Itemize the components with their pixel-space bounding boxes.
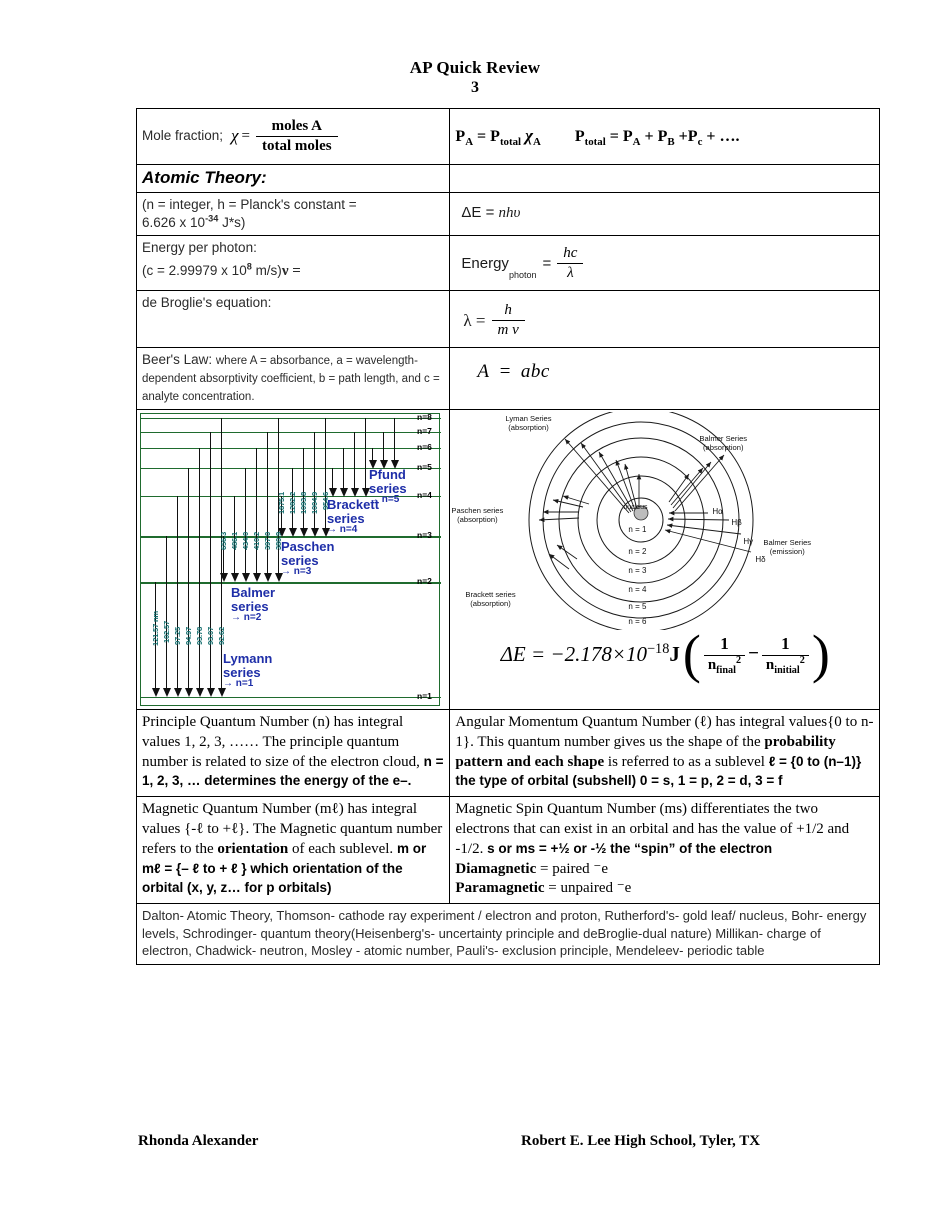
brackett-absorption-label [465,590,515,608]
balmer-wavelength-3: 434.0 [241,532,250,551]
balmer-wavelength-1: 656.3 [219,532,228,551]
rydberg-num-1: 1 [720,634,729,654]
energy-photon-line1: Energy per photon: [142,240,257,256]
table-row-energy-photon [137,236,880,291]
cell-grotrian-diagram [137,410,450,710]
angular-quantum-text [455,713,874,792]
brackett-arrow-1 [332,468,333,489]
level-label-n6: n=6 [417,442,432,453]
spin-quantum-text [455,800,874,899]
lyman-wavelength-7: 92.62 [217,627,226,646]
planck-constant-value: 6.626 x 10 [142,214,206,230]
review-table [136,108,880,965]
level-label-n1: n=1 [417,691,432,702]
paramagnetic-line [455,879,874,899]
de-broglie-equation [455,294,874,343]
n-final-sub: final [716,665,736,677]
balmer-series-label: Balmer series → n=2 [231,585,276,624]
lyman-arrow-4 [188,468,189,689]
shell-label-n6: n = 6 [628,617,647,627]
table-row-diagrams [137,410,880,710]
level-line-n7 [141,432,441,433]
lyman-wavelength-1: 121.57 nm [151,611,160,647]
brackett-absorption-line1: Brackett series [465,590,516,600]
footer-author: Rhonda Alexander [138,1133,259,1149]
planck-line1: (n = integer, h = Planck's constant = [142,197,357,212]
speed-of-light-exponent: 8 [246,261,252,272]
lambda-denominator: λ [557,263,583,282]
level-line-n6 [141,448,441,449]
h-numerator: h [504,302,512,319]
level-line-n8 [141,418,441,419]
paramagnetic-definition: = unpaired ⁻e [544,880,632,897]
cell-bohr-diagram [450,410,880,710]
mole-fraction-fraction [256,118,338,155]
cell-de-broglie-equation [450,291,880,348]
rydberg-equation [453,623,877,684]
principal-bold: n = 1, 2, 3, … determines the energy of the e–. [142,753,444,789]
shell-label-n3: n = 3 [628,566,647,576]
lyman-wavelength-3: 97.25 [173,627,182,646]
balmer-emission-line1: Balmer Series [763,538,812,548]
paschen-series-name: Paschen [281,539,335,555]
shell-label-n4: n = 4 [628,585,647,595]
pfund-series-name: Pfund [369,467,406,483]
rydberg-term-initial [762,634,809,677]
lyman-wavelength-2: 102.57 [162,621,171,644]
cell-principal-quantum-number [137,710,450,797]
cell-scientists [137,904,880,965]
planck-equation: ΔE = nhυ [461,204,521,221]
atomic-theory-heading: Atomic Theory: [142,168,267,187]
diamagnetic-line [455,860,874,880]
magnetic-plain-1: Magnetic Quantum Number (mℓ) has integral values {-ℓ to +ℓ}. The Magnetic quantum number refers to the [142,801,443,857]
table-row-scientists [137,904,880,965]
h-beta-label: Hβ [731,518,742,528]
bohr-model-diagram [453,412,877,630]
magnetic-bold-sans: m or mℓ = {– ℓ to + ℓ } which orientation of the orbital (x, y, z… for p orbitals) [142,840,427,896]
rydberg-num-2: 1 [781,634,790,654]
n-final: n [707,657,717,674]
magnetic-plain-2: of each sublevel. [288,840,397,857]
mole-fraction-label: Mole fraction; [142,128,224,144]
planck-line2 [142,214,444,232]
balmer-absorption-line1: Balmer Series [699,434,748,444]
planck-exponent: -34 [205,213,219,224]
energy-level-diagram [140,413,440,706]
lyman-wavelength-4: 94.97 [184,627,193,646]
speed-of-light-units: m/s) [251,262,282,278]
n-initial: n [765,657,775,674]
cell-beers-law-equation [450,348,880,410]
h-gamma-label: Hγ [743,537,754,547]
paschen-wavelength-2: 1282.2 [288,492,297,515]
lyman-series-label: Lymann series → n=1 [223,651,273,690]
brackett-arrow-3 [354,432,355,489]
paschen-arrow-4 [314,432,315,529]
hc-over-lambda [557,245,583,282]
level-label-n5: n=5 [417,462,432,473]
paramagnetic-term: Paramagnetic [455,880,545,897]
partial-pressure-equation: $P_A = P_{total}$ $\chi_A$ $P_{total} = P_A + P_B +P_c$ + …. [455,126,740,149]
level-line-n2 [141,582,441,584]
rydberg-lhs [501,642,680,667]
brackett-series-target: → n=4 [327,524,358,536]
balmer-absorption-label [699,434,747,452]
h-delta-label: Hδ [755,555,766,565]
photon-subscript: photon [508,270,537,281]
left-paren: ( [682,623,701,684]
de-broglie-label: de Broglie's equation: [142,295,272,311]
speed-of-light-value: (c = 2.99979 x 10 [142,262,247,278]
chi-symbol: χ [231,126,239,145]
beers-law-text [142,351,444,405]
paschen-series-target: → n=3 [281,566,312,578]
cell-magnetic-quantum-number [137,797,450,904]
cell-dalton-law [450,109,880,165]
equals-sign: = [241,127,250,144]
planck-units: J*s) [218,214,246,230]
beers-law-lead: Beer's Law: [142,352,216,368]
lyman-series-target: → n=1 [223,678,254,690]
level-label-n3: n=3 [417,530,432,541]
fraction-numerator: moles A [271,117,322,134]
balmer-emission-line2: (emission) [769,547,805,557]
page-number: 3 [471,79,479,96]
rydberg-term-final [704,634,745,677]
brackett-series-name: Brackett [327,497,380,513]
shell-label-n1: n = 1 [628,525,647,535]
cell-planck-label [137,193,450,236]
cell-mole-fraction-label [137,109,450,165]
level-label-n7: n=7 [417,426,432,437]
table-row-atomic-theory [137,165,880,193]
beers-law-equation: A = abc [477,361,550,383]
magnetic-quantum-text [142,800,444,899]
paschen-series-label: Paschen series → n=3 [281,539,335,578]
rydberg-den-2 [762,655,809,677]
cell-atomic-theory-heading [137,165,450,193]
balmer-emission-label [763,538,811,556]
level-label-n2: n=2 [417,576,432,587]
balmer-arrow-3 [245,468,246,574]
energy-label: Energy [461,255,509,273]
rydberg-exponent: −18 [647,640,670,657]
spin-bold-sans: s or ms = +½ or -½ the “spin” of the electron [487,840,773,856]
angular-bold-sans: ℓ = {0 to (n–1)} the type of orbital (subshell) 0 = s, 1 = p, 2 = d, 3 = f [455,753,862,789]
cell-spin-quantum-number [450,797,880,904]
lyman-series-name: Lymann [223,651,273,667]
cell-beers-law-label [137,348,450,410]
lambda-equals: λ = [463,310,486,330]
balmer-series-target: → n=2 [231,612,262,624]
table-row-quantum-m-s [137,797,880,904]
shell-label-n2: n = 2 [628,547,647,557]
level-label-n4: n=4 [417,490,432,501]
angular-plain-1: Angular Momentum Quantum Number (ℓ) has integral values{0 to n-1}. This quantum number gives us the shape of the [455,714,874,750]
paschen-absorption-label [451,506,503,524]
page-title: AP Quick Review [409,58,541,77]
hc-numerator: hc [563,245,578,262]
bohr-svg [453,412,877,630]
balmer-wavelength-6: 380.9 [274,532,283,551]
brackett-absorption-line2: (absorption) [470,599,511,609]
diamagnetic-definition: = paired ⁻e [536,860,608,877]
brackett-arrow-4 [365,418,366,489]
shell-label-n5: n = 5 [628,602,647,612]
table-row-mole-fraction [137,109,880,165]
n-final-sup: 2 [735,655,742,667]
magnetic-bold-serif: orientation [217,840,289,857]
balmer-series-name: Balmer [231,585,276,601]
balmer-wavelength-5: 397.0 [263,532,272,551]
principal-plain: Principle Quantum Number (n) has integral values 1, 2, 3, …… The principle quantum number is related to size of the electron cloud, [142,714,424,770]
balmer-wavelength-4: 410.2 [252,532,261,551]
principal-quantum-text [142,713,444,792]
balmer-arrow-4 [256,448,257,574]
scientists-text: Dalton- Atomic Theory, Thomson- cathode ray experiment / electron and proton, Rutherford's- gold leaf/ nucleus, Bohr- energy levels, Schrodinger- quantum theory(Heisenberg's- uncertainty principle and deBroglie-dual nature) Millikan- charge of electron, Chadwick- neutron, Mosley - atomic number, Pauli's- exclusion principle, Mendeleev- periodic table [142,908,867,959]
pfund-series-label: Pfund series → n=5 [369,467,407,506]
pfund-arrow-2 [383,432,384,461]
lyman-arrow-2 [166,536,167,689]
brackett-series-label: Brackett series → n=4 [327,497,380,536]
nucleus-label: nucleus [623,504,648,512]
lyman-arrow-5 [199,448,200,689]
paschen-arrow-5 [325,418,326,529]
paschen-absorption-line1: Paschen series [451,506,504,516]
spin-plain-1: Magnetic Spin Quantum Number (ms) differentiates the two electrons that can exist in an orbital and has the value of +1/2 and -1/2. [455,801,850,857]
lyman-absorption-line1: Lyman Series [505,414,552,424]
brackett-arrow-2 [343,448,344,489]
cell-angular-quantum-number [450,710,880,797]
level-line-n1 [141,697,441,698]
rydberg-unit: J [669,641,680,666]
h-alpha-label: Hα [712,507,723,517]
fraction-denominator: total moles [256,136,338,155]
footer-school: Robert E. Lee High School, Tyler, TX [521,1133,761,1149]
balmer-wavelength-2: 486.1 [230,532,239,551]
cell-energy-photon-equation [450,236,880,291]
beers-law-body: where A = absorbance, a = wavelength-dependent absorptivity coefficient, b = path length, and c = analyte concentration. [142,355,440,404]
lyman-arrow-6 [210,432,211,689]
lyman-arrow-3 [177,496,178,689]
lyman-wavelength-5: 93.78 [195,627,204,646]
table-row-beers-law [137,348,880,410]
cell-energy-photon-label [137,236,450,291]
table-row-quantum-n-l [137,710,880,797]
table-row-de-broglie [137,291,880,348]
pfund-series-target: → n=5 [369,494,400,506]
h-over-mv [492,302,525,339]
right-paren: ) [811,623,830,684]
lyman-arrow-7 [221,418,222,689]
rydberg-den-1 [704,655,745,677]
balmer-absorption-line2: (absorption) [702,443,744,453]
angular-plain-2: is referred to as a sublevel [604,753,769,770]
paschen-wavelength-4: 1004.9 [310,492,319,515]
balmer-arrow-5 [267,432,268,574]
pfund-arrow-1 [372,448,373,461]
pfund-arrow-3 [394,418,395,461]
paschen-wavelength-3: 1093.8 [299,492,308,515]
paschen-arrow-3 [303,448,304,529]
lyman-absorption-line2: (absorption) [508,423,549,433]
rydberg-minus: − [748,643,759,665]
paschen-wavelength-1: 1875.1 [277,492,286,515]
lyman-wavelength-6: 93.07 [206,627,215,646]
mv-denominator: m v [492,320,525,339]
cell-de-broglie-label [137,291,450,348]
paschen-absorption-line2: (absorption) [457,515,498,525]
rydberg-lhs-text: ΔE = −2.178×10 [500,641,648,666]
cell-planck-equation [450,193,880,236]
angular-bold-serif: probability pattern and each shape [455,733,836,770]
energy-photon-equation: Energy photon = $\frac{hc}{\lambda}$ [455,239,874,286]
paschen-wavelength-5: 954.6 [321,492,330,511]
n-initial-sup: 2 [799,655,805,667]
cell-atomic-theory-blank [450,165,880,193]
lyman-absorption-label [505,414,551,432]
n-initial-sub: initial [774,665,800,677]
table-row-planck [137,193,880,236]
nu-symbol: ν = [281,262,301,279]
energy-photon-line2 [142,262,444,282]
level-label-n8: n=8 [417,412,432,423]
diamagnetic-term: Diamagnetic [455,860,537,877]
